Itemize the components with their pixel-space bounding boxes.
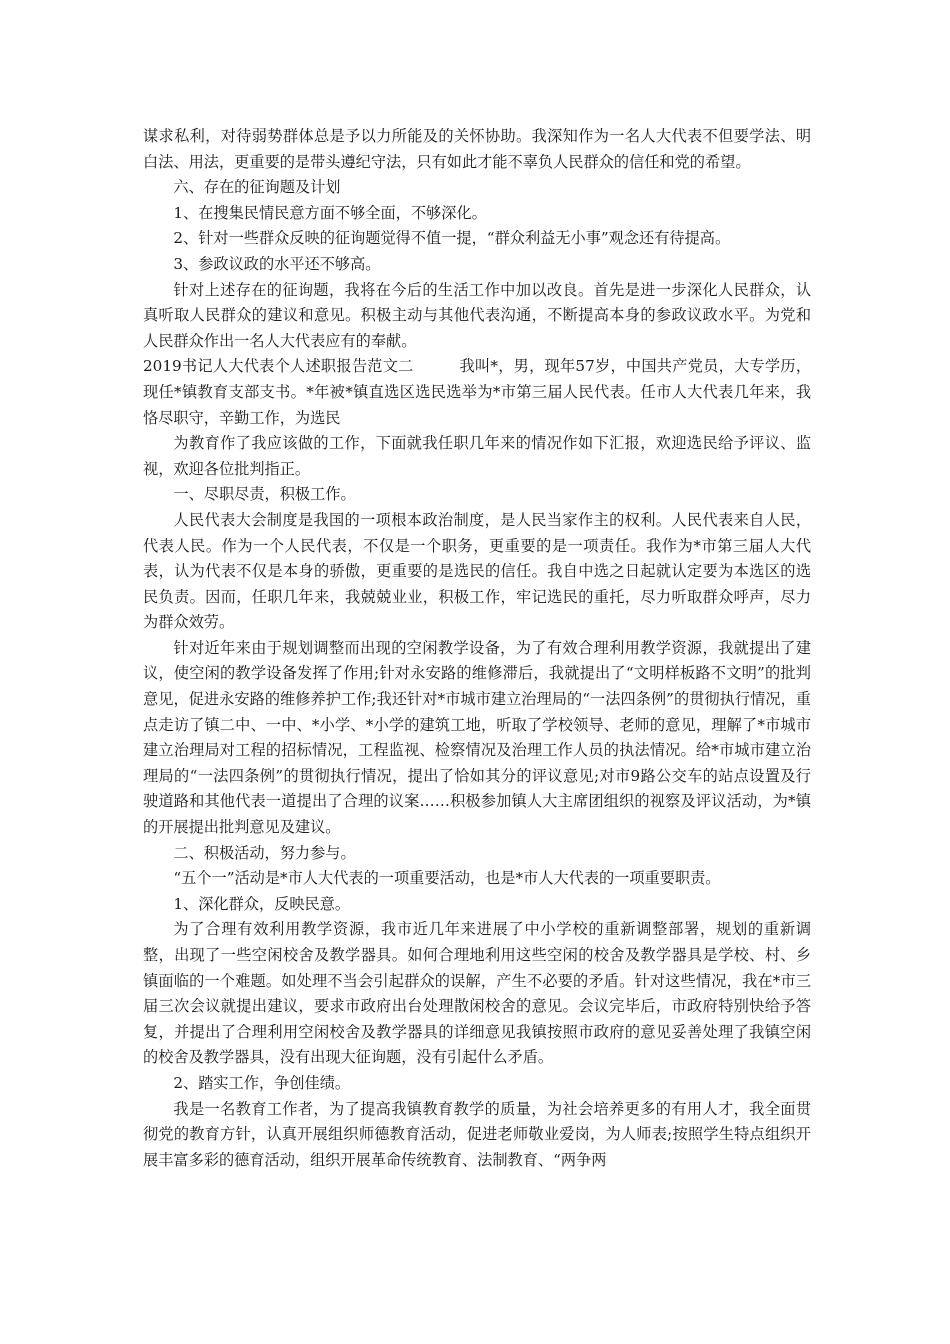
list-item: 2、针对一些群众反映的征询题觉得不值一提，“群众利益无小事”观念还有待提高。 [173,229,731,248]
list-item: 1、在搜集民情民意方面不够全面，不够深化。 [173,203,487,222]
paragraph: 我是一名教育工作者，为了提高我镇教育教学的质量，为社会培养更多的有用人才，我全面贯彻党的教育方针，认真开展组织师德教育活动，促进老师敬业爱岗，为人师表;按照学生特点组织开展丰富多彩的德育活动，组织开展革命传统教育、法制教育、“两争两 [143,1099,811,1169]
subsection-heading: 1、深化群众，反映民意。 [173,894,351,913]
paragraph: 为了合理有效利用教学资源，我市近几年来进展了中小学校的重新调整部署，规划的重新调整，出现了一些空闲校舍及教学器具。如何合理地利用这些空闲的校舍及教学器具是学校、村、乡镇面临的一个难题。如处理不当会引起群众的误解，产生不必要的矛盾。针对这些情况，我在*市三届三次会议就提出建议，要求市政府出台处理散闲校舍的意见。会议完毕后，市政府特别快给予答复，并提出了合理利用空闲校舍及教学器具的详细意见我镇按照市政府的意见妥善处理了我镇空闲的校舍及教学器具，没有出现大征询题，没有引起什么矛盾。 [143,920,811,1067]
paragraph: 针对近年来由于规划调整而出现的空闲教学设备，为了有效合理利用教学资源，我就提出了建议，使空闲的教学设备发挥了作用;针对永安路的维修滞后，我就提出了“文明样板路不文明”的批判意见，促进永安路的维修养护工作;我还针对*市城市建立治理局的“一法四条例”的贯彻执行情况，重点走访了镇二中、一中、*小学、*小学的建筑工地，听取了学校领导、老师的意见，理解了*市城市建立治理局对工程的招标情况，工程监视、检察情况及治理工作人员的执法情况。给*市城市建立治理局的“一法四条例”的贯彻执行情况，提出了恰如其分的评议意见;对市9路公交车的站点设置及行驶道路和其他代表一道提出了合理的议案……积极参加镇人大主席团组织的视察及评议活动，为*镇的开展提出批判意见及建议。 [143,638,811,837]
report-heading-paragraph [143,354,811,431]
section-heading: 二、积极活动，努力参与。 [173,843,356,862]
report-title: 2019书记人大代表个人述职报告范文二 [143,357,414,376]
section-heading: 一、尽职尽责，积极工作。 [173,485,356,504]
list-item: 3、参政议政的水平还不够高。 [173,254,381,273]
document-body [143,124,811,1173]
paragraph: “五个一”活动是*市人大代表的一项重要活动，也是*市人大代表的一项重要职责。 [173,869,721,888]
paragraph: 人民代表大会制度是我国的一项根本政治制度，是人民当家作主的权利。人民代表来自人民，代表人民。作为一个人民代表，不仅是一个职务，更重要的是一项责任。我作为*市第三届人大代表，认为代表不仅是本身的骄傲，更重要的是选民的信任。我自中选之日起就认定要为本选区的选民负责。因而，任职几年来，我兢兢业业，积极工作，牢记选民的重托，尽力听取群众呼声，尽力为群众效劳。 [143,510,811,632]
report-intro-text: 我叫*，男，现年57岁，中国共产党员，大专学历，现任*镇教育支部支书。*年被*镇直选区选民选举为*市第三届人民代表。任市人大代表几年来，我恪尽职守，辛勤工作，为选民 [143,357,812,427]
paragraph: 针对上述存在的征询题，我将在今后的生活工作中加以改良。首先是进一步深化人民群众，认真听取人民群众的建议和意见。积极主动与其他代表沟通，不断提高本身的参政议政水平。为党和人民群众作出一名人大代表应有的奉献。 [143,280,811,350]
subsection-heading: 2、踏实工作，争创佳绩。 [173,1073,351,1092]
paragraph: 为教育作了我应该做的工作，下面就我任职几年来的情况作如下汇报，欢迎选民给予评议、监视，欢迎各位批判指正。 [143,434,811,478]
section-heading: 六、存在的征询题及计划 [173,178,341,197]
paragraph: 谋求私利，对待弱势群体总是予以力所能及的关怀协助。我深知作为一名人大代表不但要学法、明白法、用法，更重要的是带头遵纪守法，只有如此才能不辜负人民群众的信任和党的希望。 [143,127,811,171]
